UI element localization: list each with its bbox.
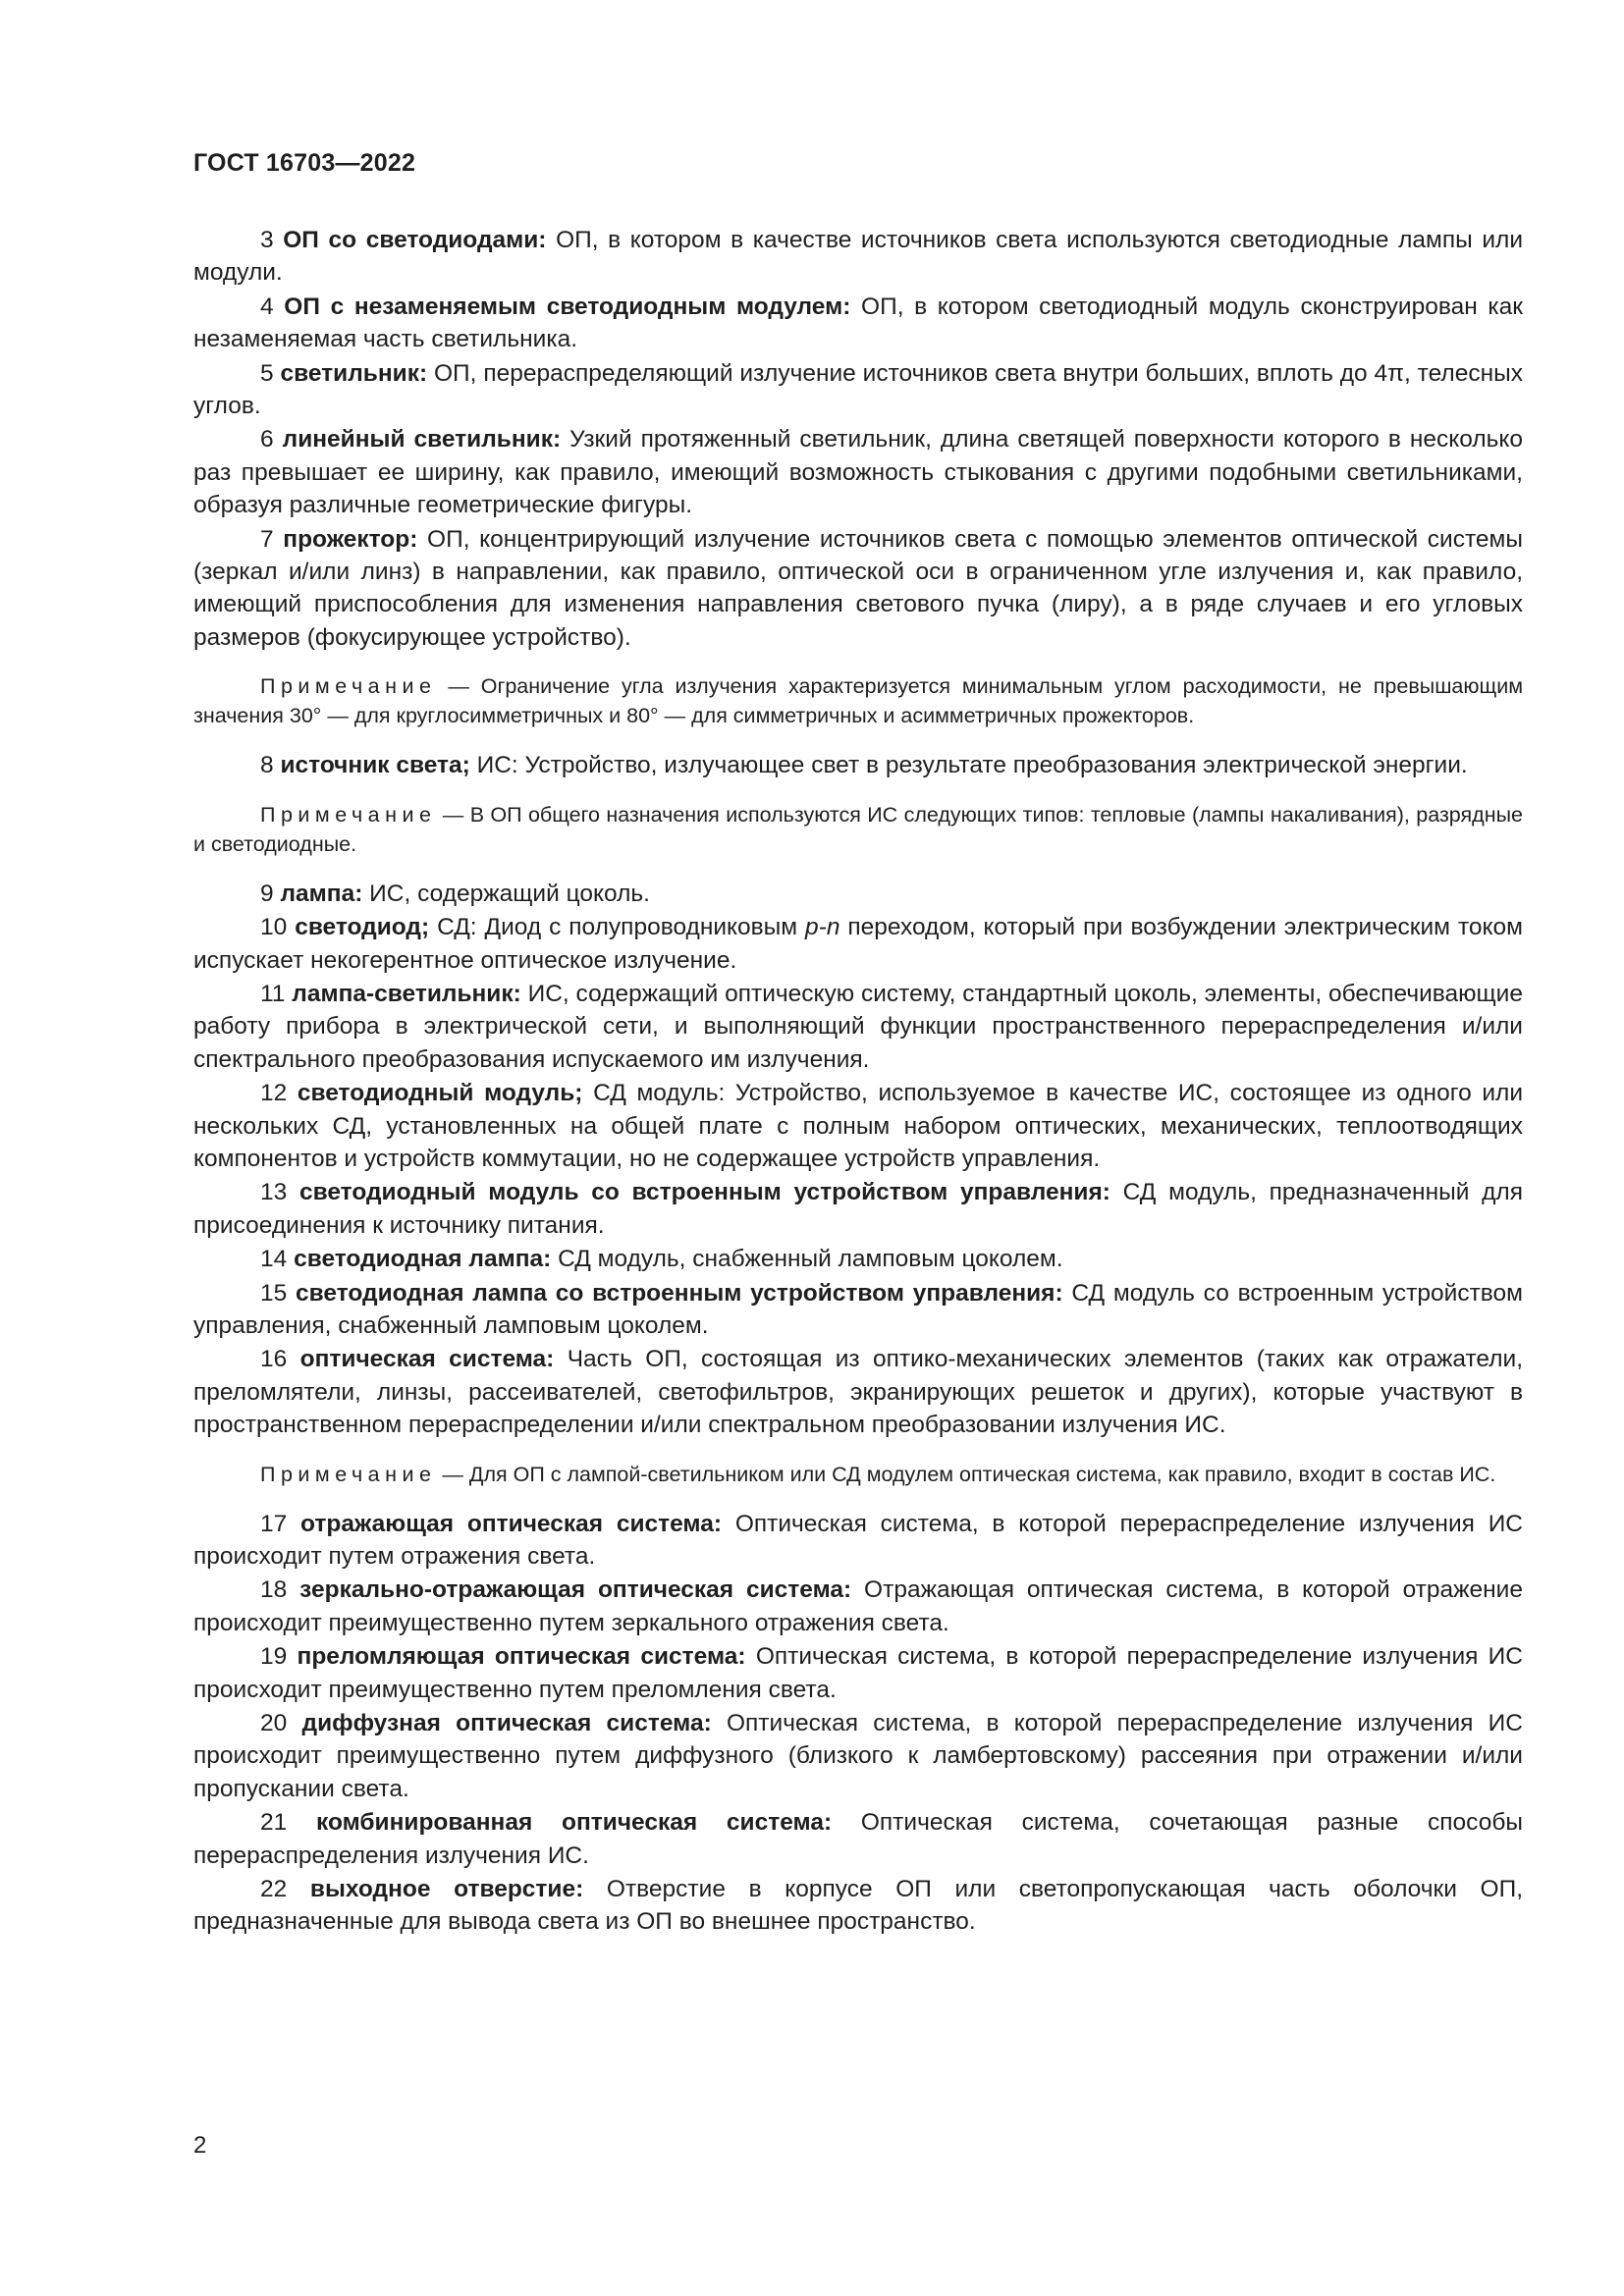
term-number: 15: [260, 1279, 288, 1307]
term-number: 8: [260, 752, 274, 779]
term-entry-19: [193, 1640, 1523, 1706]
term-definition: ИС, содержащий цоколь.: [369, 880, 650, 907]
term-entry-14: [193, 1243, 1523, 1275]
term-number: 21: [260, 1809, 288, 1837]
term-definition: ОП, в котором в качестве источников света используются светодиодные лампы или модули.: [193, 227, 1524, 287]
term-name: ОП со светодиодами:: [283, 227, 547, 253]
term-name: диффузная оптическая система:: [301, 1710, 712, 1737]
term-entry-16: [193, 1343, 1523, 1441]
term-entry-6: [193, 423, 1523, 521]
term-name: ОП с незаменяемым светодиодным модулем:: [284, 293, 851, 320]
term-name: оптическая система:: [299, 1346, 555, 1373]
term-number: 11: [260, 980, 286, 1007]
term-entry-3: [193, 224, 1523, 290]
note-2: [193, 800, 1523, 859]
term-name: источник света;: [280, 752, 470, 779]
term-definition: СД модуль: Устройство, используемое в качестве ИС, состоящее из одного или нескольких СД, установленных на общей плате с полным набором оптических, механических, теплоотводящих компонентов и устройств коммутации, но не содержащее устройств управления.: [193, 1080, 1524, 1172]
note-label: Примечание: [260, 802, 437, 827]
term-definition: ОП, в котором светодиодный модуль сконструирован как незаменяемая часть светильника.: [193, 293, 1523, 353]
term-definition: СД модуль, предназначенный для присоединения к источнику питания.: [193, 1179, 1523, 1239]
note-3: [193, 1460, 1523, 1489]
note-label: Примечание: [260, 1462, 437, 1486]
term-definition: ИС: Устройство, излучающее свет в результате преобразования электрической энергии.: [476, 752, 1468, 779]
term-definition: Оптическая система, сочетающая разные способы перераспределения излучения ИС.: [193, 1809, 1523, 1869]
term-definition: Отражающая оптическая система, в которой отражение происходит преимущественно путем зеркального отражения света.: [193, 1576, 1523, 1636]
term-name: светодиодный модуль со встроенным устройством управления:: [298, 1179, 1110, 1206]
term-number: 10: [260, 914, 288, 941]
term-name: светодиодная лампа:: [294, 1246, 552, 1273]
term-entry-11: [193, 978, 1523, 1076]
term-name: лампа-светильник:: [292, 980, 521, 1007]
term-definition: ИС, содержащий оптическую систему, стандартный цоколь, элементы, обеспечивающие работу прибора в электрической сети, и выполняющий функции пространственного перераспределения и/или спектрального преобразования испускаемого им излучения.: [193, 980, 1523, 1073]
term-name: преломляющая оптическая система:: [297, 1643, 746, 1671]
term-number: 7: [260, 525, 274, 553]
term-entry-15: [193, 1277, 1523, 1343]
term-name: линейный светильник:: [282, 426, 562, 454]
term-definition: ОП, перераспределяющий излучение источников света внутри больших, вплоть до 4π, телесных углов.: [193, 359, 1523, 420]
term-entry-7: [193, 523, 1523, 655]
term-name: светодиодная лампа со встроенным устройством управления:: [296, 1279, 1063, 1307]
term-number: 4: [260, 293, 274, 320]
term-name: выходное отверстие:: [309, 1876, 584, 1903]
term-definition: СД модуль со встроенным устройством управления, снабженный ламповым цоколем.: [193, 1279, 1523, 1339]
term-name: прожектор:: [283, 525, 418, 553]
page-number: 2: [193, 2132, 207, 2159]
term-number: 6: [260, 426, 274, 454]
term-name: светодиодный модуль;: [297, 1080, 583, 1107]
term-definition: ОП, концентрирующий излучение источников света с помощью элементов оптической системы (зеркал и/или линз) в направлении, как правило, оптической оси в ограниченном угле излучения и, как правило, имеющий приспособления для изменения направления светового пучка (лиру), а в ряде случаев и его угловых размеров (фокусирующее устройство).: [193, 525, 1523, 651]
note-label: Примечание: [260, 674, 437, 699]
term-number: 3: [260, 227, 274, 253]
term-number: 19: [260, 1643, 288, 1671]
term-entry-18: [193, 1574, 1523, 1639]
term-number: 18: [260, 1576, 288, 1604]
term-definition: СД модуль, снабженный ламповым цоколем.: [558, 1246, 1063, 1273]
term-entry-10: [193, 911, 1523, 977]
term-number: 14: [260, 1246, 288, 1273]
note-1: [193, 671, 1523, 730]
note-text: — В ОП общего назначения используются ИС следующих типов: тепловые (лампы накаливания), разрядные и светодиодные.: [193, 802, 1523, 856]
term-name: зеркально-отражающая оптическая система:: [299, 1576, 852, 1604]
term-italic: p-n: [805, 914, 840, 941]
term-number: 5: [260, 359, 274, 387]
term-number: 17: [260, 1510, 288, 1537]
term-number: 16: [260, 1346, 288, 1373]
term-definition: Оптическая система, в которой перераспределение излучения ИС происходит путем отражения света.: [193, 1510, 1523, 1570]
term-entry-13: [193, 1176, 1523, 1242]
term-definition-start: СД: Диод с полупроводниковым: [437, 914, 806, 941]
term-definition: переходом, который при возбуждении электрическим током испускает некогерентное оптическое излучение.: [193, 914, 1523, 974]
term-name: отражающая оптическая система:: [300, 1510, 723, 1537]
term-definition: Оптическая система, в которой перераспределение излучения ИС происходит преимущественно путем преломления света.: [193, 1643, 1523, 1703]
term-name: лампа:: [280, 880, 363, 907]
term-definition: Часть ОП, состоящая из оптико-механических элементов (таких как отражатели, преломлятели, линзы, рассеивателей, светофильтров, экранирующих решеток и других), которые участвуют в пространственном перераспределении и/или спектральном преобразовании излучения ИС.: [193, 1346, 1524, 1439]
term-name: светодиод;: [295, 914, 430, 941]
term-entry-21: [193, 1806, 1523, 1872]
term-entry-20: [193, 1707, 1523, 1805]
term-number: 13: [260, 1179, 288, 1206]
term-definition: Узкий протяженный светильник, длина светящей поверхности которого в несколько раз превышает ее ширину, как правило, имеющий возможность стыкования с другими подобными светильниками, образуя различные геометрические фигуры.: [193, 426, 1524, 519]
term-entry-4: [193, 291, 1523, 356]
term-definition: Отверстие в корпусе ОП или светопропускающая часть оболочки ОП, предназначенные для вывода света из ОП во внешнее пространство.: [193, 1876, 1523, 1936]
term-entry-22: [193, 1873, 1523, 1939]
term-number: 12: [260, 1080, 288, 1107]
terms-list: [193, 224, 1523, 1940]
note-text: — Для ОП с лампой-светильником или СД модулем оптическая система, как правило, входит в состав ИС.: [436, 1462, 1496, 1486]
note-text: — Ограничение угла излучения характеризуется минимальным углом расходимости, не превышающим значения 30° — для круглосимметричных и 80° — для симметричных и асимметричных прожекторов.: [193, 674, 1523, 728]
term-name: комбинированная оптическая система:: [316, 1809, 833, 1837]
term-number: 20: [260, 1710, 288, 1737]
term-definition: Оптическая система, в которой перераспределение излучения ИС происходит преимущественно путем диффузного (близкого к ламбертовскому) рассеяния при отражении и/или пропускании света.: [193, 1710, 1523, 1802]
term-entry-8: [193, 749, 1523, 781]
term-entry-17: [193, 1508, 1523, 1574]
term-entry-9: [193, 878, 1523, 910]
term-entry-12: [193, 1077, 1523, 1175]
document-header: ГОСТ 16703—2022: [193, 149, 416, 177]
term-entry-5: [193, 357, 1523, 423]
term-name: светильник:: [280, 359, 428, 387]
term-number: 9: [260, 880, 274, 907]
term-number: 22: [260, 1876, 288, 1903]
